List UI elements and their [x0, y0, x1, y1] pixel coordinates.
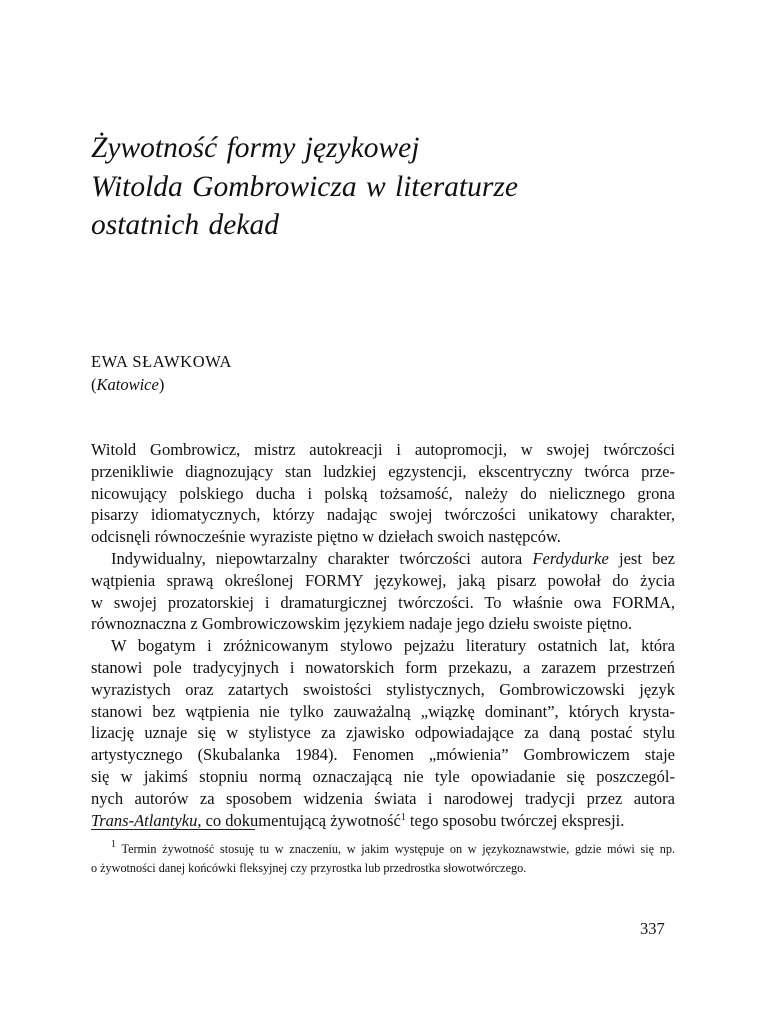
body-line: W bogatym i zróżnicowanym stylowo pejzażu literatury ostatnich lat, która	[111, 636, 675, 656]
body-line: w swojej prozatorskiej i dramaturgicznej twórczości. To właśnie owa FORMA,	[91, 592, 675, 612]
title-line-3: ostatnich dekad	[91, 209, 279, 241]
footnote-ref[interactable]: 1	[400, 811, 406, 823]
paragraph-1	[91, 439, 675, 548]
body-line: przenikliwie diagnozujący stan ludzkiej egzystencji, ekscentryczny twórca prze-	[91, 461, 675, 481]
body-line: wątpienia sprawą określonej FORMY językowej, jaką pisarz powołał do życia	[91, 570, 675, 590]
body-line: odcisnęli równocześnie wyraziste piętno w dziełach swoich następców.	[91, 527, 561, 547]
body-line: się w jakimś stopniu normą oznaczającą nie tyle opowiadanie się poszczegól-	[91, 766, 675, 786]
footnote-line: o żywotności danej końcówki fleksyjnej czy przyrostka lub przedrostka słowotwórczego.	[91, 861, 527, 875]
author-affiliation: (Katowice)	[91, 375, 165, 394]
body-line: lizację uznaje się w stylistyce za zjawisko odpowiadające za daną postać stylu	[91, 723, 675, 743]
article-title	[91, 129, 691, 245]
title-line-1: Żywotność formy językowej	[91, 132, 420, 164]
work-title: Ferdydurke	[532, 548, 609, 568]
page-number: 337	[640, 919, 665, 938]
body-line: Trans-Atlantyku, co dokumentującą żywotność$^1$ tego sposobu twórczej ekspresji.	[91, 810, 625, 830]
body-line: nych autorów za sposobem widzenia świata i narodowej tradycji przez autora	[91, 788, 675, 808]
body-line: artystycznego (Skubalanka 1984). Fenomen „mówienia” Gombrowiczem staje	[91, 745, 675, 765]
body-line: wyrazistych oraz zatartych swoistości stylistycznych, Gombrowiczowski język	[91, 679, 675, 699]
paragraph-2	[91, 548, 675, 635]
author-name: EWA SŁAWKOWA	[91, 352, 233, 371]
footnote	[91, 840, 675, 878]
body-line: stanowi bez wątpienia nie tylko zauważalną „wiązkę dominant”, których krysta-	[91, 701, 675, 721]
body-line: nicowujący polskiego ducha i polską tożsamość, należy do nielicznego grona	[91, 483, 675, 503]
paragraph-3	[91, 635, 675, 831]
work-title: Trans-Atlantyku	[91, 810, 198, 830]
body-line: stanowi pole tradycyjnych i nowatorskich form przekazu, a zarazem przestrzeń	[91, 657, 675, 677]
footnote-line: $^1$ Termin żywotność stosuję tu w znaczeniu, w jakim występuje on w językoznawstwie, gdzie mówi się np.	[111, 839, 675, 856]
footnote-marker: 1	[111, 839, 116, 850]
footnote-separator	[91, 829, 255, 830]
body-line: równoznaczna z Gombrowiczowskim językiem nadaje jego dziełu swoiste piętno.	[91, 614, 633, 634]
title-line-2: Witolda Gombrowicza w literaturze	[91, 170, 518, 203]
affiliation-city: Katowice	[96, 375, 159, 394]
article-body	[91, 439, 675, 831]
body-line: Witold Gombrowicz, mistrz autokreacji i autopromocji, w swojej twórczości	[91, 440, 675, 459]
body-line: pisarzy idiomatycznych, którzy nadając swojej twórczości unikatowy charakter,	[91, 505, 675, 525]
body-line: Indywidualny, niepowtarzalny charakter twórczości autora Ferdydurke jest bez	[111, 548, 675, 568]
